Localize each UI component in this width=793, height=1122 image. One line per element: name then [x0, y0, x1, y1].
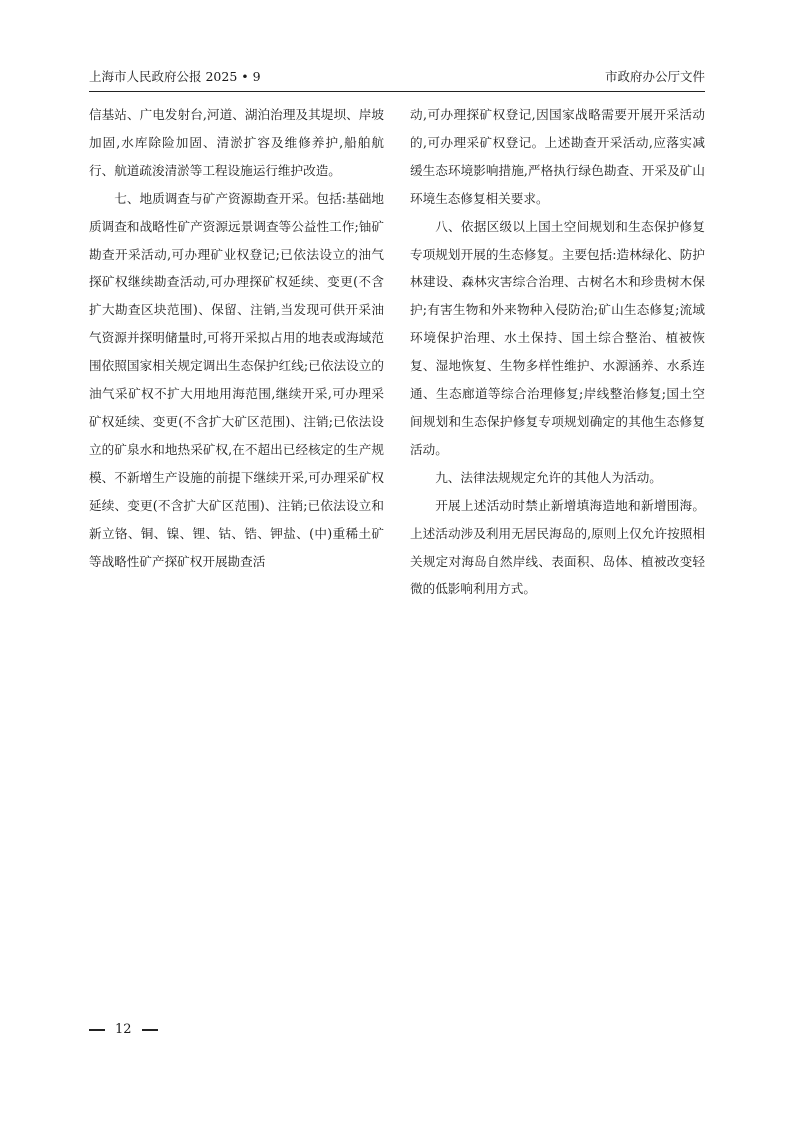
dash-right — [142, 1029, 158, 1031]
paragraph: 八、依据区级以上国土空间规划和生态保护修复专项规划开展的生态修复。主要包括:造林绿化、防护林建设、森林灾害综合治理、古树名木和珍贵树木保护;有害生物和外来物种入侵防治;矿山生态修复;流域环境保护治理、水土保持、国土综合整治、植被恢复、湿地恢复、生物多样性维护、水源涵养、水系连通、生态廊道等综合治理修复;岸线整治修复;国土空间规划和生态保护修复专项规划确定的其他生态修复活动。 — [410, 218, 705, 457]
right-column — [410, 101, 705, 603]
section-title: 市政府办公厅文件 — [604, 69, 705, 84]
left-column — [89, 101, 384, 575]
paragraph: 九、法律法规规定允许的其他人为活动。 — [435, 469, 662, 485]
page-number: 12 — [115, 1022, 132, 1037]
paragraph: 七、地质调查与矿产资源勘查开采。包括:基础地质调查和战略性矿产资源远景调查等公益性工作;铀矿勘查开采活动,可办理矿业权登记;已依法设立的油气探矿权继续勘查活动,可办理探矿权延续、变更(不含扩大勘查区块范围)、保留、注销,当发现可供开采油气资源并探明储量时,可将开采拟占用的地表或海域范围依照国家相关规定调出生态保护红线;已依法设立的油气采矿权不扩大用地用海范围,继续开采,可办理采矿权延续、变更(不含扩大矿区范围)、注销;已依法设立的矿泉水和地热采矿权,在不超出已经核定的生产规模、不新增生产设施的前提下继续开采,可办理采矿权延续、变更(不含扩大矿区范围)、注销;已依法设立和新立铬、铜、镍、锂、钴、锆、钾盐、(中)重稀土矿等战略性矿产探矿权开展勘查活 — [89, 190, 384, 569]
publication-title: 上海市人民政府公报 2025 • 9 — [89, 69, 261, 84]
paragraph: 开展上述活动时禁止新增填海造地和新增围海。上述活动涉及利用无居民海岛的,原则上仅允许按照相关规定对海岛自然岸线、表面积、岛体、植被改变轻微的低影响利用方式。 — [410, 497, 705, 597]
paragraph: 信基站、广电发射台,河道、湖泊治理及其堤坝、岸坡加固,水库除险加固、清淤扩容及维修养护,船舶航行、航道疏浚清淤等工程设施运行维护改造。 — [89, 107, 384, 178]
header-divider — [89, 91, 705, 92]
page-header — [89, 66, 705, 88]
dash-left — [89, 1029, 105, 1031]
page-footer — [89, 1019, 158, 1041]
paragraph: 动,可办理探矿权登记,因国家战略需要开展开采活动的,可办理采矿权登记。上述勘查开采活动,应落实减缓生态环境影响措施,严格执行绿色勘查、开采及矿山环境生态修复相关要求。 — [410, 107, 705, 206]
